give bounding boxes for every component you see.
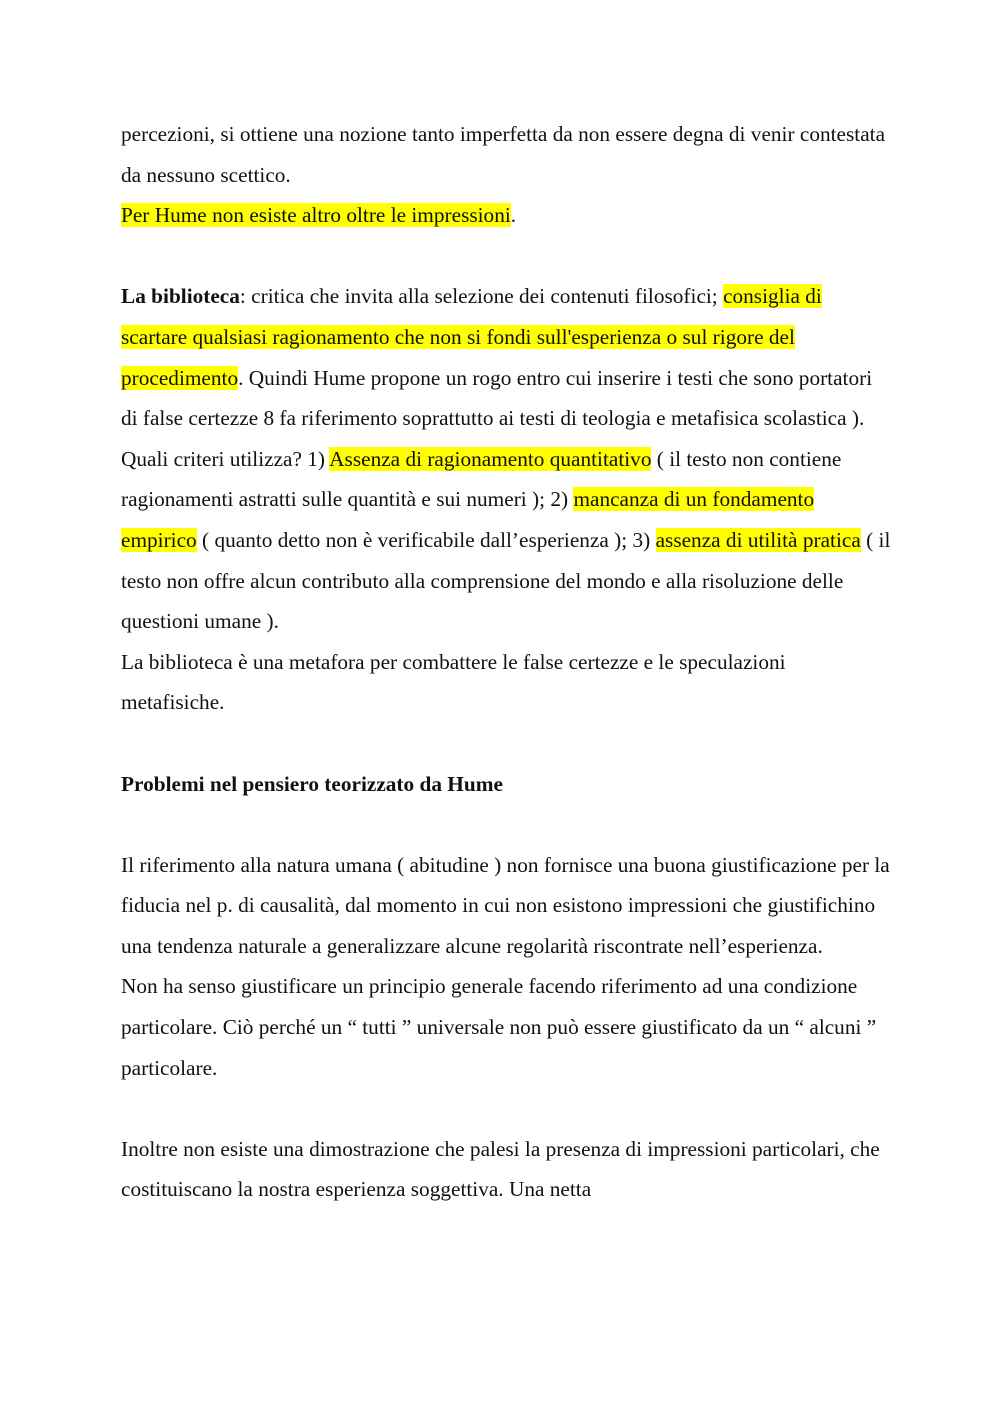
paragraph-text: ( il testo non offre alcun contributo alla comprensione del mondo e alla risoluzione delle questioni umane ). [121, 527, 891, 634]
paragraph-percezioni: percezioni, si ottiene una nozione tanto imperfetta da non essere degna di venir contestata da nessuno scettico. [121, 122, 886, 187]
highlighted-text: Per Hume non esiste altro oltre le impressioni [121, 203, 511, 228]
paragraph-hume-impressioni [121, 195, 891, 236]
paragraph-gap [121, 804, 891, 845]
paragraph-gap [121, 723, 891, 764]
paragraph-biblioteca [121, 276, 891, 438]
paragraph-text: ( il testo non contiene ragionamenti astratti sulle quantità e sui numeri ); 2) [121, 446, 842, 512]
paragraph-text: ( quanto detto non è verificabile dall’esperienza ); 3) [196, 527, 656, 552]
section-heading: Problemi nel pensiero teorizzato da Hume [121, 771, 503, 796]
highlighted-text: consiglia di scartare qualsiasi ragionamento che non si fondi sull'esperienza o sul rigore del procedimento [121, 284, 822, 390]
highlighted-text: Assenza di ragionamento quantitativo [329, 446, 652, 471]
paragraph-gap [121, 1088, 891, 1129]
paragraph-text: Quali criteri utilizza? 1) [121, 446, 330, 471]
term-biblioteca: La biblioteca [121, 284, 240, 309]
paragraph-text: . Quindi Hume propone un rogo entro cui inserire i testi che sono portatori di false certezze 8 fa riferimento soprattutto ai testi di teologia e metafisica scolastica ). [121, 365, 873, 431]
paragraph-principio-generale: Non ha senso giustificare un principio generale facendo riferimento ad una condizione particolare. Ciò perché un “ tutti ” universale non può essere giustificato da un “ alcuni ” particolare. [121, 974, 877, 1080]
paragraph-metafora: La biblioteca è una metafora per combattere le false certezze e le speculazioni metafisiche. [121, 649, 786, 715]
document-body [121, 114, 891, 1210]
highlighted-text: assenza di utilità pratica [655, 527, 861, 552]
paragraph-criteri [121, 439, 891, 642]
highlighted-text: mancanza di un fondamento empirico [121, 487, 815, 552]
paragraph-text: : critica che invita alla selezione dei contenuti filosofici; [239, 284, 724, 309]
paragraph-natura-umana: Il riferimento alla natura umana ( abitudine ) non fornisce una buona giustificazione per la fiducia nel p. di causalità, dal momento in cui non esistono impressioni che giustifichino una tendenza naturale a generalizzare alcune regolarità riscontrate nell’esperienza. [121, 852, 890, 958]
paragraph-dimostrazione: Inoltre non esiste una dimostrazione che palesi la presenza di impressioni particolari, che costituiscano la nostra esperienza soggettiva. Una netta [121, 1136, 880, 1202]
paragraph-gap [121, 236, 891, 277]
paragraph-tail: . [510, 203, 517, 228]
